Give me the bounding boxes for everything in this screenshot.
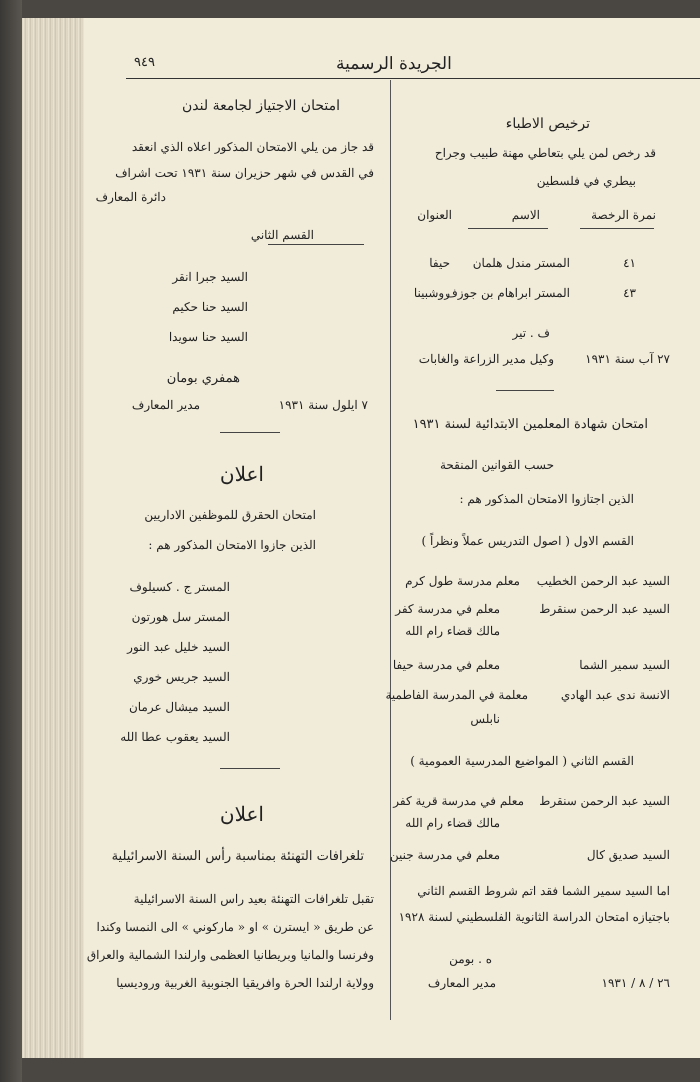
part1-entry2-role-line1: معلم في مدرسة كفر — [395, 602, 500, 616]
notice1-name-1: المستر ج . كسيلوف — [129, 580, 230, 594]
part1-entry2-name: السيد عبد الرحمن سنقرط — [539, 602, 670, 616]
london-name-3: السيد حنا سويدا — [168, 330, 248, 344]
notice2-line2: عن طريق « ايسترن » او « ماركوني » الى النمسا وكندا — [96, 920, 374, 934]
notice2-line1: تقبل تلغرافات التهنئة بعيد راس السنة الاسرائيلية — [133, 892, 374, 906]
part1-entry3-role: معلم في مدرسة حيفا — [392, 658, 500, 672]
part1-entry3-name: السيد سمير الشما — [579, 658, 670, 672]
part1-entry2-role-line2: مالك قضاء رام الله — [405, 624, 500, 638]
london-intro-line1: قد جاز من يلي الامتحان المذكور اعلاه الذي انعقد — [131, 140, 374, 154]
notice1-line1: امتحان الحقرق للموظفين الاداريين — [144, 508, 316, 522]
license-date: ٢٧ آب سنة ١٩٣١ — [585, 352, 670, 366]
header-underline-number — [580, 228, 654, 229]
london-name-1: السيد جبرا انقر — [172, 270, 248, 284]
col-header-number: نمرة الرخصة — [591, 208, 656, 222]
notice1-title: اعلان — [219, 462, 264, 486]
part1-entry1-name: السيد عبد الرحمن الخطيب — [536, 574, 670, 588]
london-exam-title: امتحان الاجتياز لجامعة لندن — [182, 98, 340, 114]
notice1-name-2: المستر سل هورتون — [131, 610, 230, 624]
notice2-subtitle: تلغرافات التهنئة بمناسبة رأس السنة الاسرائيلية — [111, 849, 364, 864]
notice2-title: اعلان — [219, 802, 264, 826]
london-intro-line2: في القدس في شهر حزيران سنة ١٩٣١ تحت اشراف — [115, 166, 374, 180]
page-number: ٩٤٩ — [134, 55, 155, 70]
teachers-exam-subtitle: حسب القوانين المنقحة — [439, 458, 554, 472]
part1-heading: القسم الاول ( اصول التدريس عملاً ونظراً ) — [421, 534, 634, 548]
license-signature: ف . تير — [512, 326, 550, 340]
london-section-heading: القسم الثاني — [250, 228, 314, 242]
col-header-name: الاسم — [511, 208, 540, 222]
london-intro-line3: دائرة المعارف — [95, 190, 166, 204]
license-signer-title: وكيل مدير الزراعة والغابات — [418, 352, 554, 366]
part2-entry1-name: السيد عبد الرحمن سنقرط — [539, 794, 670, 808]
london-signature: همفري بومان — [166, 371, 240, 386]
teachers-note-line2: باجتيازه امتحان الدراسة الثانوية الفلسطيني لسنة ١٩٢٨ — [398, 910, 670, 924]
part1-entry4-role-line1: معلمة في المدرسة الفاطمية — [385, 688, 528, 702]
column-rule — [390, 80, 391, 1020]
section-separator — [496, 390, 554, 391]
header-underline-address — [468, 228, 548, 229]
teachers-signer-title: مدير المعارف — [427, 976, 496, 990]
book-spine — [0, 0, 22, 1082]
license-row2-address: روشبينا — [413, 286, 450, 300]
license-row2-number: ٤٣ — [623, 286, 636, 300]
header-rule — [126, 78, 700, 79]
left-separator-2 — [220, 768, 280, 769]
teachers-signature: ه . بومن — [449, 952, 492, 966]
part1-entry4-name: الانسة ندى عبد الهادي — [560, 688, 670, 702]
london-heading-underline — [268, 244, 364, 245]
license-intro-line1: قد رخص لمن يلي بتعاطي مهنة طبيب وجراح — [434, 146, 656, 160]
gazette-sheet — [84, 18, 700, 1058]
page-edges — [22, 18, 84, 1058]
part2-heading: القسم الثاني ( المواضيع المدرسية العمومية ) — [410, 754, 634, 768]
gazette-title: الجريدة الرسمية — [336, 54, 452, 74]
london-signer-title: مدير المعارف — [131, 398, 200, 412]
license-row1-number: ٤١ — [623, 256, 636, 270]
part2-entry2-name: السيد صديق كال — [586, 848, 670, 862]
notice1-name-4: السيد جريس خوري — [133, 670, 230, 684]
notice2-line3: وفرنسا والمانيا وبريطانيا العظمى وارلندا الشمالية والعراق — [86, 948, 374, 962]
part1-entry1-role: معلم مدرسة طول كرم — [405, 574, 520, 588]
col-header-address: العنوان — [417, 208, 452, 222]
london-name-2: السيد حنا حكيم — [172, 300, 248, 314]
teachers-passed-intro: الذين اجتازوا الامتحان المذكور هم : — [459, 492, 634, 506]
teachers-note-line1: اما السيد سمير الشما فقد اتم شروط القسم الثاني — [417, 884, 670, 898]
license-row1-address: حيفا — [429, 256, 450, 270]
notice1-name-5: السيد ميشال عرمان — [128, 700, 230, 714]
teachers-exam-title: امتحان شهادة المعلمين الابتدائية لسنة ١٩٣١ — [412, 417, 648, 432]
part2-entry1-role-line1: معلم في مدرسة قرية كفر — [393, 794, 524, 808]
london-date: ٧ ايلول سنة ١٩٣١ — [278, 398, 368, 412]
part2-entry1-role-line2: مالك قضاء رام الله — [405, 816, 500, 830]
license-row1-name: المستر مندل هلمان — [472, 256, 570, 270]
teachers-date: ٢٦ / ٨ / ١٩٣١ — [601, 976, 670, 990]
license-intro-line2: بيطري في فلسطين — [536, 174, 636, 188]
left-separator-1 — [220, 432, 280, 433]
part1-entry4-role-line2: نابلس — [470, 712, 500, 726]
license-row2-name: المستر ابراهام بن جوزف — [445, 286, 570, 300]
notice1-name-3: السيد خليل عبد النور — [127, 640, 230, 654]
notice2-line4: وولاية ارلندا الحرة وافريقيا الجنوبية الغربية وروديسيا — [116, 976, 374, 990]
part2-entry2-role: معلم في مدرسة جنين — [389, 848, 500, 862]
license-title: ترخيص الاطباء — [505, 116, 590, 132]
notice1-name-6: السيد يعقوب عطا الله — [120, 730, 230, 744]
notice1-line2: الذين جازوا الامتحان المذكور هم : — [148, 538, 316, 552]
